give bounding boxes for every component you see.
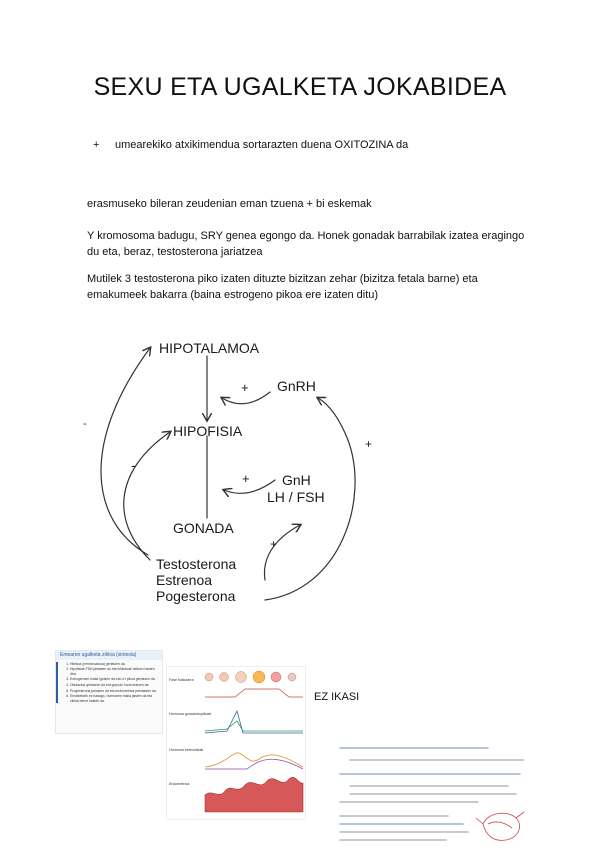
page-title: SEXU ETA UGALKETA JOKABIDEA <box>93 73 507 101</box>
fsh-curve <box>205 721 303 731</box>
notes-graphic <box>338 744 528 848</box>
sign-plus-gnh: + <box>242 471 250 486</box>
node-pogesterona: Pogesterona <box>156 588 236 604</box>
thumbnail-title: Emearen ugalketa zikloa (sintesia) <box>56 651 162 660</box>
arrow-hormones-gnh <box>264 525 300 580</box>
list-item: 4. Obulazioa gertatzen da eta gorputz horia eratzen da. <box>70 683 158 688</box>
thumbnail-list <box>56 662 162 704</box>
uterus-sketch <box>476 812 524 840</box>
node-lh-fsh: LH / FSH <box>267 489 325 505</box>
paragraph-erasmus: erasmuseko bileran zeudenian eman tzuena + bi eskemak <box>87 198 372 210</box>
node-testosterona: Testosterona <box>156 556 237 572</box>
list-item: 5. Progesterona jariatzen da eta endometrioa prestatzen da. <box>70 689 158 694</box>
follicle-row <box>205 671 296 683</box>
node-estrenoa: Estrenoa <box>156 572 213 588</box>
endometrium-graphic <box>205 777 303 812</box>
row-label: Hormona gonadotropikoak <box>169 712 212 716</box>
list-item: 6. Ernalketarik ez badago, hormonen maila jaisten da eta zikloa berriz hasten da. <box>70 694 158 703</box>
ez-ikasi-note: EZ IKASI <box>314 691 360 703</box>
paragraph-sry: Y kromosoma badugu, SRY genea egongo da. Honek gonadak barrabilak izatea eragingo du eta, beraz, testosterona jariatzea <box>87 230 525 258</box>
node-hipofisia: HIPOFISIA <box>173 423 243 439</box>
list-item: 3. Estrogenoen maila igotzen da eta LH pikoa gertatzen da. <box>70 677 158 682</box>
arrow-feedback-hipofisia <box>124 432 170 560</box>
sign-minus-feedback: - <box>131 457 136 473</box>
progesterone-curve <box>205 759 303 769</box>
thumbnail-cycle-summary <box>55 650 163 734</box>
row-label: Fase folikularra <box>169 678 194 682</box>
paragraph-testosterona-pikoak: Mutilek 3 testosterona piko izaten dituzte bizitzan zehar (bizitza fetala barne) eta emakumeek bakarra (baina estrogeno pikoa ere izaten ditu) <box>87 273 478 301</box>
temperature-curve <box>205 689 303 697</box>
arrow-feedback-hipotalamoa <box>101 348 150 555</box>
estrogen-curve <box>205 753 303 767</box>
node-hipotalamoa: HIPOTALAMOA <box>159 340 260 356</box>
list-item: 1. Hilekoa (menstruazioa) gertatzen da. <box>70 662 158 667</box>
bullet-text: umearekiko atxikimendua sortarazten duena OXITOZINA da <box>115 139 409 151</box>
row-label: Endometrioa <box>169 782 190 786</box>
thumbnail-notes <box>338 744 528 848</box>
node-gonada: GONADA <box>173 520 234 536</box>
node-gnh: GnH <box>282 472 311 488</box>
bullet-marker: + <box>93 139 100 151</box>
list-item: 2. Hipofisiak FSH jariatzen du eta folikuluak heltzen hasten dira. <box>70 667 158 676</box>
stray-dash: - <box>83 418 87 430</box>
sign-plus-feedback: + <box>365 437 373 451</box>
thumbnail-cycle-chart <box>166 666 306 820</box>
sign-plus-gnrh: + <box>241 380 249 395</box>
cycle-chart-graphic <box>167 667 305 819</box>
sign-plus-hormones: + <box>270 537 278 551</box>
node-gnrh: GnRH <box>277 378 316 394</box>
row-label: Hormona esteroideak <box>169 748 204 752</box>
